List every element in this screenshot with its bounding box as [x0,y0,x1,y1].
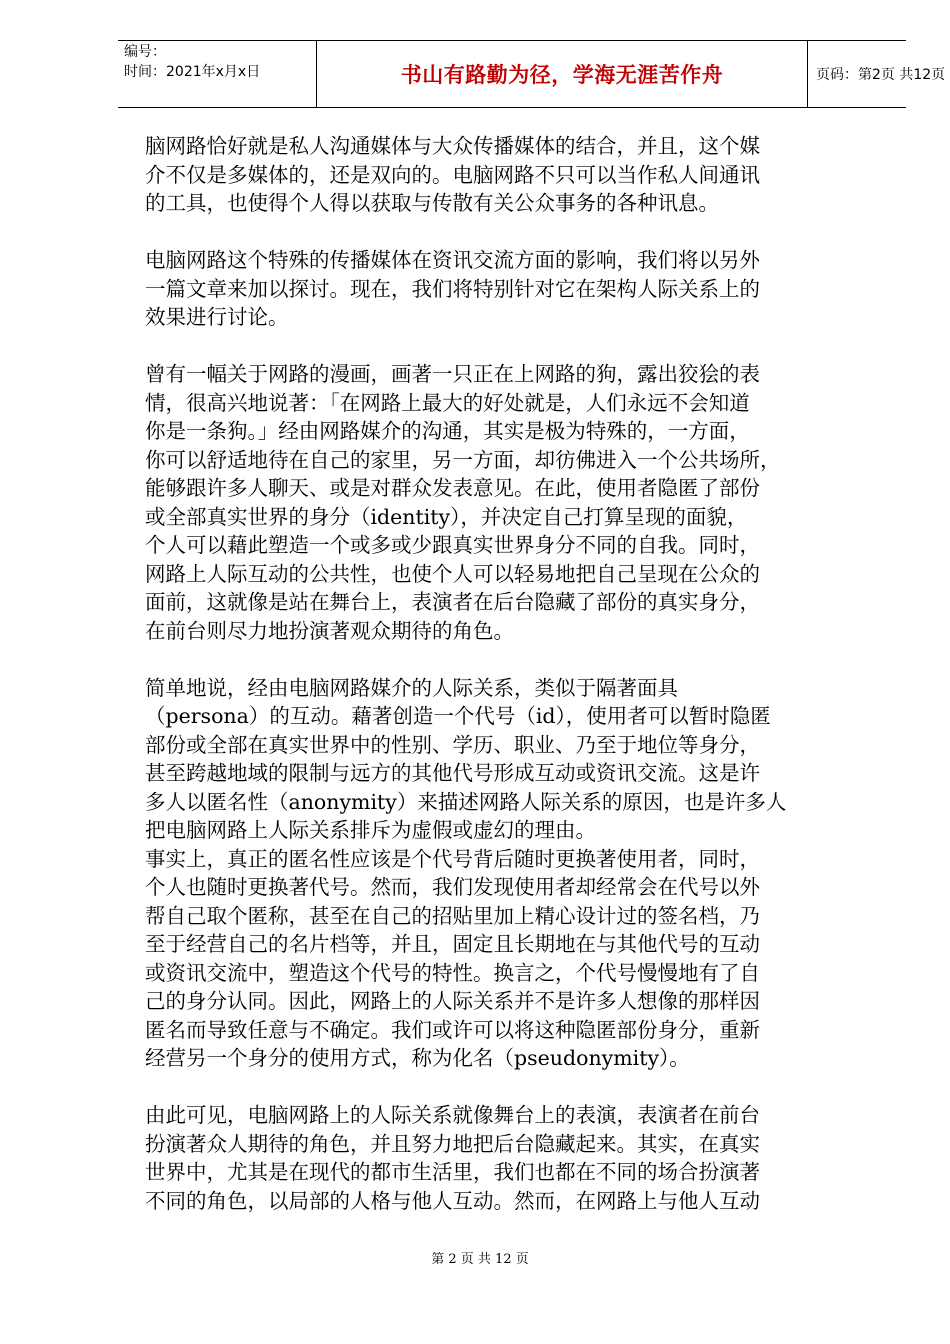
text-line: 一篇文章来加以探讨。现在，我们将特别针对它在架构人际关系上的 [145,276,760,301]
text-line: 你是一条狗。」经由网路媒介的沟通，其实是极为特殊的，一方面， [145,419,750,443]
text-line: 事实上，真正的匿名性应该是个代号背后随时更换著使用者，同时， [145,846,760,871]
text-line: 经营另一个身分的使用方式，称为化名（pseudonymity）。 [145,1046,690,1070]
text-line: 或资讯交流中，塑造这个代号的特性。换言之，个代号慢慢地有了自 [145,960,760,985]
paragraph [145,674,885,1073]
text-line: 在前台则尽力地扮演著观众期待的角色。 [145,618,514,643]
text-line: 面前，这就像是站在舞台上，表演者在后台隐藏了部份的真实身分， [145,590,760,614]
paragraph [145,132,885,218]
paragraph [145,1101,885,1215]
text-line: 介不仅是多媒体的，还是双向的。电脑网路不只可以当作私人间通讯 [145,162,760,187]
text-line: 或全部真实世界的身分（identity），并决定自己打算呈现的面貌， [145,504,748,529]
text-line: 多人以匿名性（anonymity）来描述网路人际关系的原因，也是许多人 [145,789,787,814]
text-line: 帮自己取个匿称，甚至在自己的招贴里加上精心设计过的签名档，乃 [145,903,760,928]
paragraph-gap [145,218,885,247]
header-page-info: 页码：第2页 共12页 [816,67,946,83]
header-page-cell [808,41,946,107]
text-line: 己的身分认同。因此，网路上的人际关系并不是许多人想像的那样因 [145,989,760,1013]
text-line: 不同的角色，以局部的人格与他人互动。然而，在网路上与他人互动 [145,1188,760,1213]
text-line: 效果进行讨论。 [145,305,289,329]
text-line: （persona）的互动。藉著创造一个代号（id），使用者可以暂时隐匿 [145,704,771,728]
text-line: 由此可见，电脑网路上的人际关系就像舞台上的表演，表演者在前台 [145,1103,760,1127]
text-line: 扮演著众人期待的角色，并且努力地把后台隐藏起来。其实，在真实 [145,1131,760,1156]
paragraph-gap [145,332,885,361]
page-footer: 第 2 页 共 12 页 [431,1252,529,1267]
text-line: 脑网路恰好就是私人沟通媒体与大众传播媒体的结合，并且，这个媒 [145,134,760,158]
text-line: 电脑网路这个特殊的传播媒体在资讯交流方面的影响，我们将以另外 [145,248,760,272]
text-line: 世界中，尤其是在现代的都市生活里，我们也都在不同的场合扮演著 [145,1160,760,1184]
text-line: 至于经营自己的名片档等，并且，固定且长期地在与其他代号的互动 [145,932,760,956]
header-motto-cell [316,41,808,107]
page-header [118,40,946,108]
text-line: 把电脑网路上人际关系排斥为虚假或虚幻的理由。 [145,818,596,842]
text-line: 部份或全部在真实世界中的性别、学历、职业、乃至于地位等身分， [145,732,760,757]
text-line: 个人也随时更换著代号。然而，我们发现使用者却经常会在代号以外 [145,875,760,899]
text-line: 曾有一幅关于网路的漫画，画著一只正在上网路的狗，露出狡狯的表 [145,362,760,386]
text-line: 匿名而导致任意与不确定。我们或许可以将这种隐匿部份身分，重新 [145,1017,760,1042]
paragraph [145,360,885,645]
document-id-label: 编号： [124,44,166,60]
text-line: 简单地说，经由电脑网路媒介的人际关系，类似于隔著面具 [145,675,678,700]
text-line: 你可以舒适地待在自己的家里，另一方面，却彷佛进入一个公共场所， [145,447,781,472]
paragraph-gap [145,645,885,674]
text-line: 个人可以藉此塑造一个或多或少跟真实世界身分不同的自我。同时， [145,533,760,557]
document-body [145,132,885,1215]
text-line: 甚至跨越地域的限制与远方的其他代号形成互动或资讯交流。这是许 [145,761,760,785]
text-line: 的工具，也使得个人得以获取与传散有关公众事务的各种讯息。 [145,191,719,215]
text-line: 网路上人际互动的公共性，也使个人可以轻易地把自己呈现在公众的 [145,561,760,586]
header-meta [118,41,316,107]
date-label: 时间：2021年x月x日 [124,64,261,80]
header-motto: 书山有路勤为径，学海无涯苦作舟 [400,62,724,87]
text-line: 能够跟许多人聊天、或是对群众发表意见。在此，使用者隐匿了部份 [145,476,760,500]
paragraph-gap [145,1073,885,1102]
paragraph [145,246,885,332]
text-line: 情，很高兴地说著：「在网路上最大的好处就是，人们永远不会知道 [145,390,750,415]
